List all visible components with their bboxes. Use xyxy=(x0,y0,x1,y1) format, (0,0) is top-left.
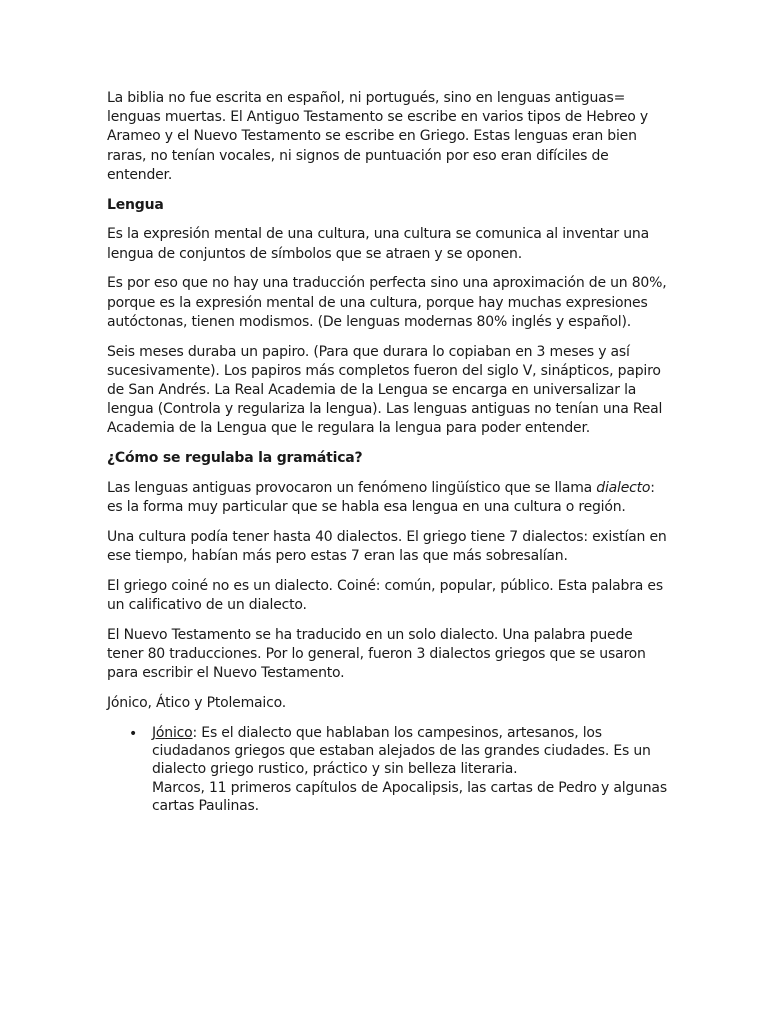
document-page xyxy=(107,89,667,815)
paragraph-dialecto xyxy=(107,479,667,517)
paragraph-three-dialects: Jónico, Ático y Ptolemaico. xyxy=(107,695,286,712)
heading-gramatica: ¿Cómo se regulaba la gramática? xyxy=(107,450,363,467)
paragraph-intro: La biblia no fue escrita en español, ni portugués, sino en lenguas antiguas= lenguas muertas. El Antiguo Testamento se escribe en varios tipos de Hebreo y Arameo y el Nuevo Testamento se escribe en Griego. Estas lenguas eran bien raras, no tenían vocales, ni signos de puntuación por eso eran difíciles de entender. xyxy=(107,90,648,183)
paragraph-nuevo-testamento: El Nuevo Testamento se ha traducido en un solo dialecto. Una palabra puede tener 80 traducciones. Por lo general, fueron 3 dialectos griegos que se usaron para escribir el Nuevo Testamento. xyxy=(107,627,646,682)
jonico-books: Marcos, 11 primeros capítulos de Apocalipsis, las cartas de Pedro y algunas cartas Paulinas. xyxy=(152,779,667,814)
term-dialecto: dialecto xyxy=(596,480,651,497)
paragraph-dialecto-end: : es la forma muy particular que se habla esa lengua en una cultura o región. xyxy=(107,480,655,516)
list-item-jonico xyxy=(129,724,667,815)
paragraph-lengua-definition: Es la expresión mental de una cultura, una cultura se comunica al inventar una lengua de conjuntos de símbolos que se atraen y se oponen. xyxy=(107,226,649,262)
paragraph-cuarenta-dialectos: Una cultura podía tener hasta 40 dialectos. El griego tiene 7 dialectos: existían en ese tiempo, habían más pero estas 7 eran las que más sobresalían. xyxy=(107,529,667,565)
dialect-list xyxy=(107,724,667,815)
paragraph-coine: El griego coiné no es un dialecto. Coiné: común, popular, público. Esta palabra es un calificativo de un dialecto. xyxy=(107,578,663,614)
paragraph-dialecto-start: Las lenguas antiguas provocaron un fenómeno lingüístico que se llama xyxy=(107,480,597,497)
heading-lengua: Lengua xyxy=(107,196,164,213)
term-jonico: Jónico xyxy=(152,725,193,742)
jonico-text: : Es el dialecto que hablaban los campesinos, artesanos, los ciudadanos griegos que estaban alejados de las grandes ciudades. Es un dialecto griego rustico, práctico y sin belleza literaria. xyxy=(152,725,651,778)
list-item-jonico-description xyxy=(152,724,667,779)
paragraph-traduccion: Es por eso que no hay una traducción perfecta sino una aproximación de un 80%, porque es la expresión mental de una cultura, porque hay muchas expresiones autóctonas, tienen modismos. (De lenguas modernas 80% inglés y español). xyxy=(107,275,667,330)
paragraph-papiro: Seis meses duraba un papiro. (Para que durara lo copiaban en 3 meses y así sucesivamente). Los papiros más completos fueron del siglo V, sinápticos, papiro de San Andrés. La Real Academia de la Lengua se encarga en universalizar la lengua (Controla y regulariza la lengua). Las lenguas antiguas no tenían una Real Academia de la Lengua que le regulara la lengua para poder entender. xyxy=(107,343,663,437)
bullet-marker: • xyxy=(129,726,138,743)
